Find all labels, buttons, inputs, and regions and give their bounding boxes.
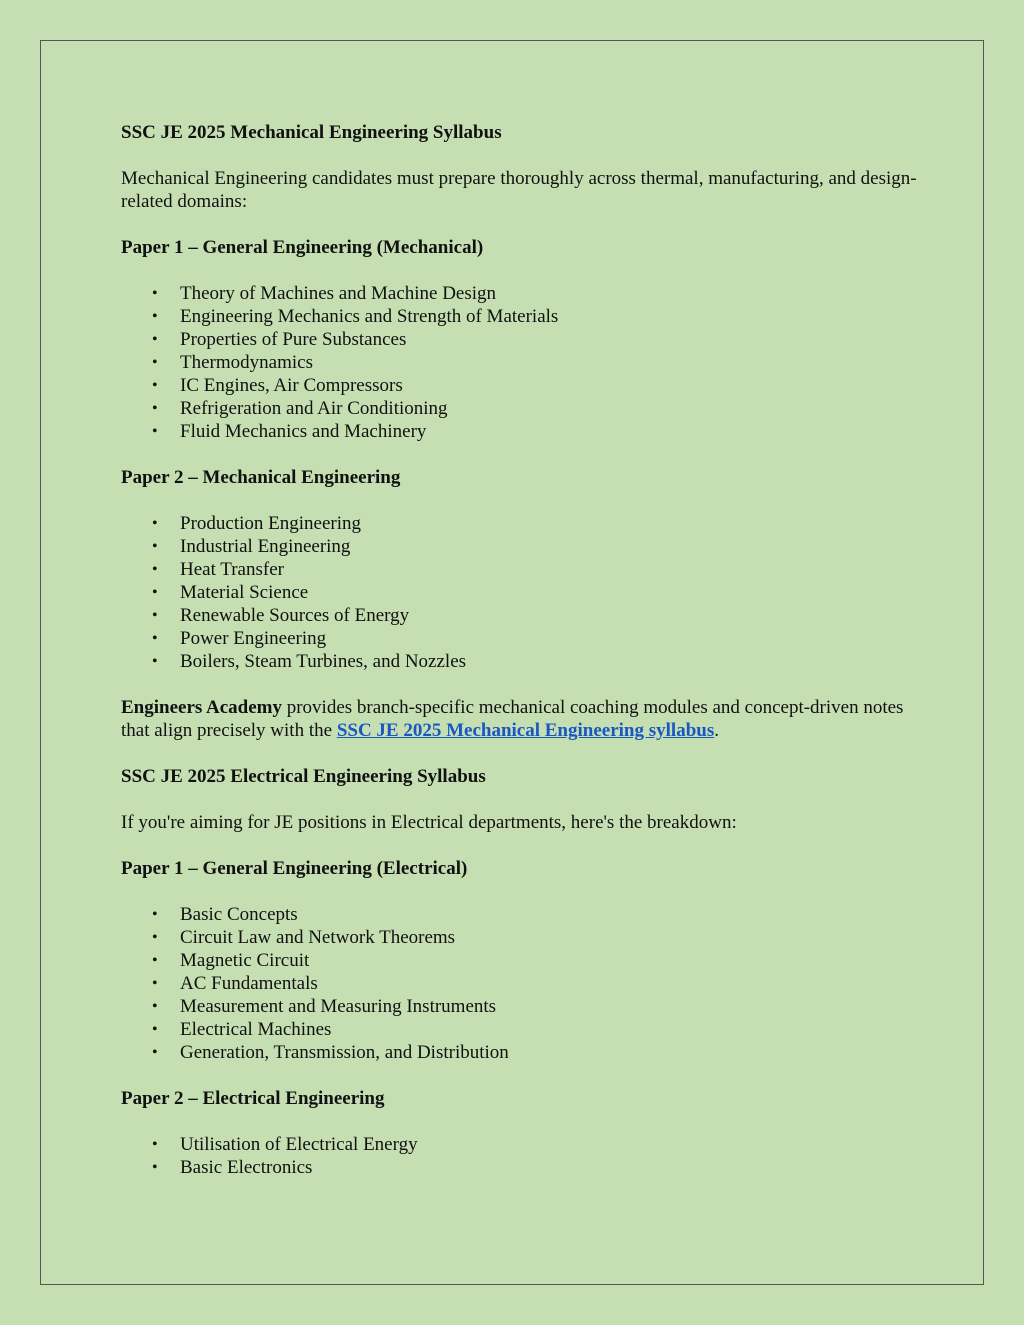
list-item: • Electrical Machines [121,1018,921,1041]
list-item: • Thermodynamics [121,351,921,374]
mechanical-intro: Mechanical Engineering candidates must prepare thoroughly across thermal, manufacturing, and design-related domains: [121,168,917,212]
list-item: • Industrial Engineering [121,535,921,558]
mechanical-paper2-title: Paper 2 – Mechanical Engineering [121,467,401,488]
mechanical-syllabus-link[interactable]: SSC JE 2025 Mechanical Engineering syllabus [336,720,715,741]
mechanical-section-title: SSC JE 2025 Mechanical Engineering Syllabus [121,122,502,143]
academy-name: Engineers Academy [121,697,282,718]
list-item: • Properties of Pure Substances [121,328,921,351]
list-item: • Generation, Transmission, and Distribution [121,1041,921,1064]
electrical-intro: If you're aiming for JE positions in Electrical departments, here's the breakdown: [121,812,737,833]
list-item: • AC Fundamentals [121,972,921,995]
list-item: • Power Engineering [121,627,921,650]
list-item: • Heat Transfer [121,558,921,581]
list-item: • Basic Concepts [121,903,921,926]
academy-text: provides branch-specific mechanical coaching modules and concept-driven notes that align precisely with the [121,697,904,741]
list-item: • Theory of Machines and Machine Design [121,282,921,305]
list-item: • Fluid Mechanics and Machinery [121,420,921,443]
list-item: • Engineering Mechanics and Strength of Materials [121,305,921,328]
list-item: • IC Engines, Air Compressors [121,374,921,397]
electrical-paper2-title: Paper 2 – Electrical Engineering [121,1088,385,1109]
electrical-paper2-list [121,1133,921,1179]
electrical-section-title: SSC JE 2025 Electrical Engineering Syllabus [121,766,486,787]
list-item: • Material Science [121,581,921,604]
mechanical-paper1-title: Paper 1 – General Engineering (Mechanical) [121,237,484,258]
electrical-paper1-title: Paper 1 – General Engineering (Electrical) [121,858,468,879]
list-item: • Measurement and Measuring Instruments [121,995,921,1018]
document-body [121,121,921,1202]
mechanical-paper1-list [121,282,921,443]
list-item: • Refrigeration and Air Conditioning [121,397,921,420]
mechanical-paper2-list [121,512,921,673]
list-item: • Basic Electronics [121,1156,921,1179]
list-item: • Utilisation of Electrical Energy [121,1133,921,1156]
academy-end: . [714,720,719,741]
list-item: • Boilers, Steam Turbines, and Nozzles [121,650,921,673]
list-item: • Circuit Law and Network Theorems [121,926,921,949]
electrical-paper1-list [121,903,921,1064]
list-item: • Magnetic Circuit [121,949,921,972]
academy-paragraph [121,696,921,742]
list-item: • Renewable Sources of Energy [121,604,921,627]
list-item: • Production Engineering [121,512,921,535]
